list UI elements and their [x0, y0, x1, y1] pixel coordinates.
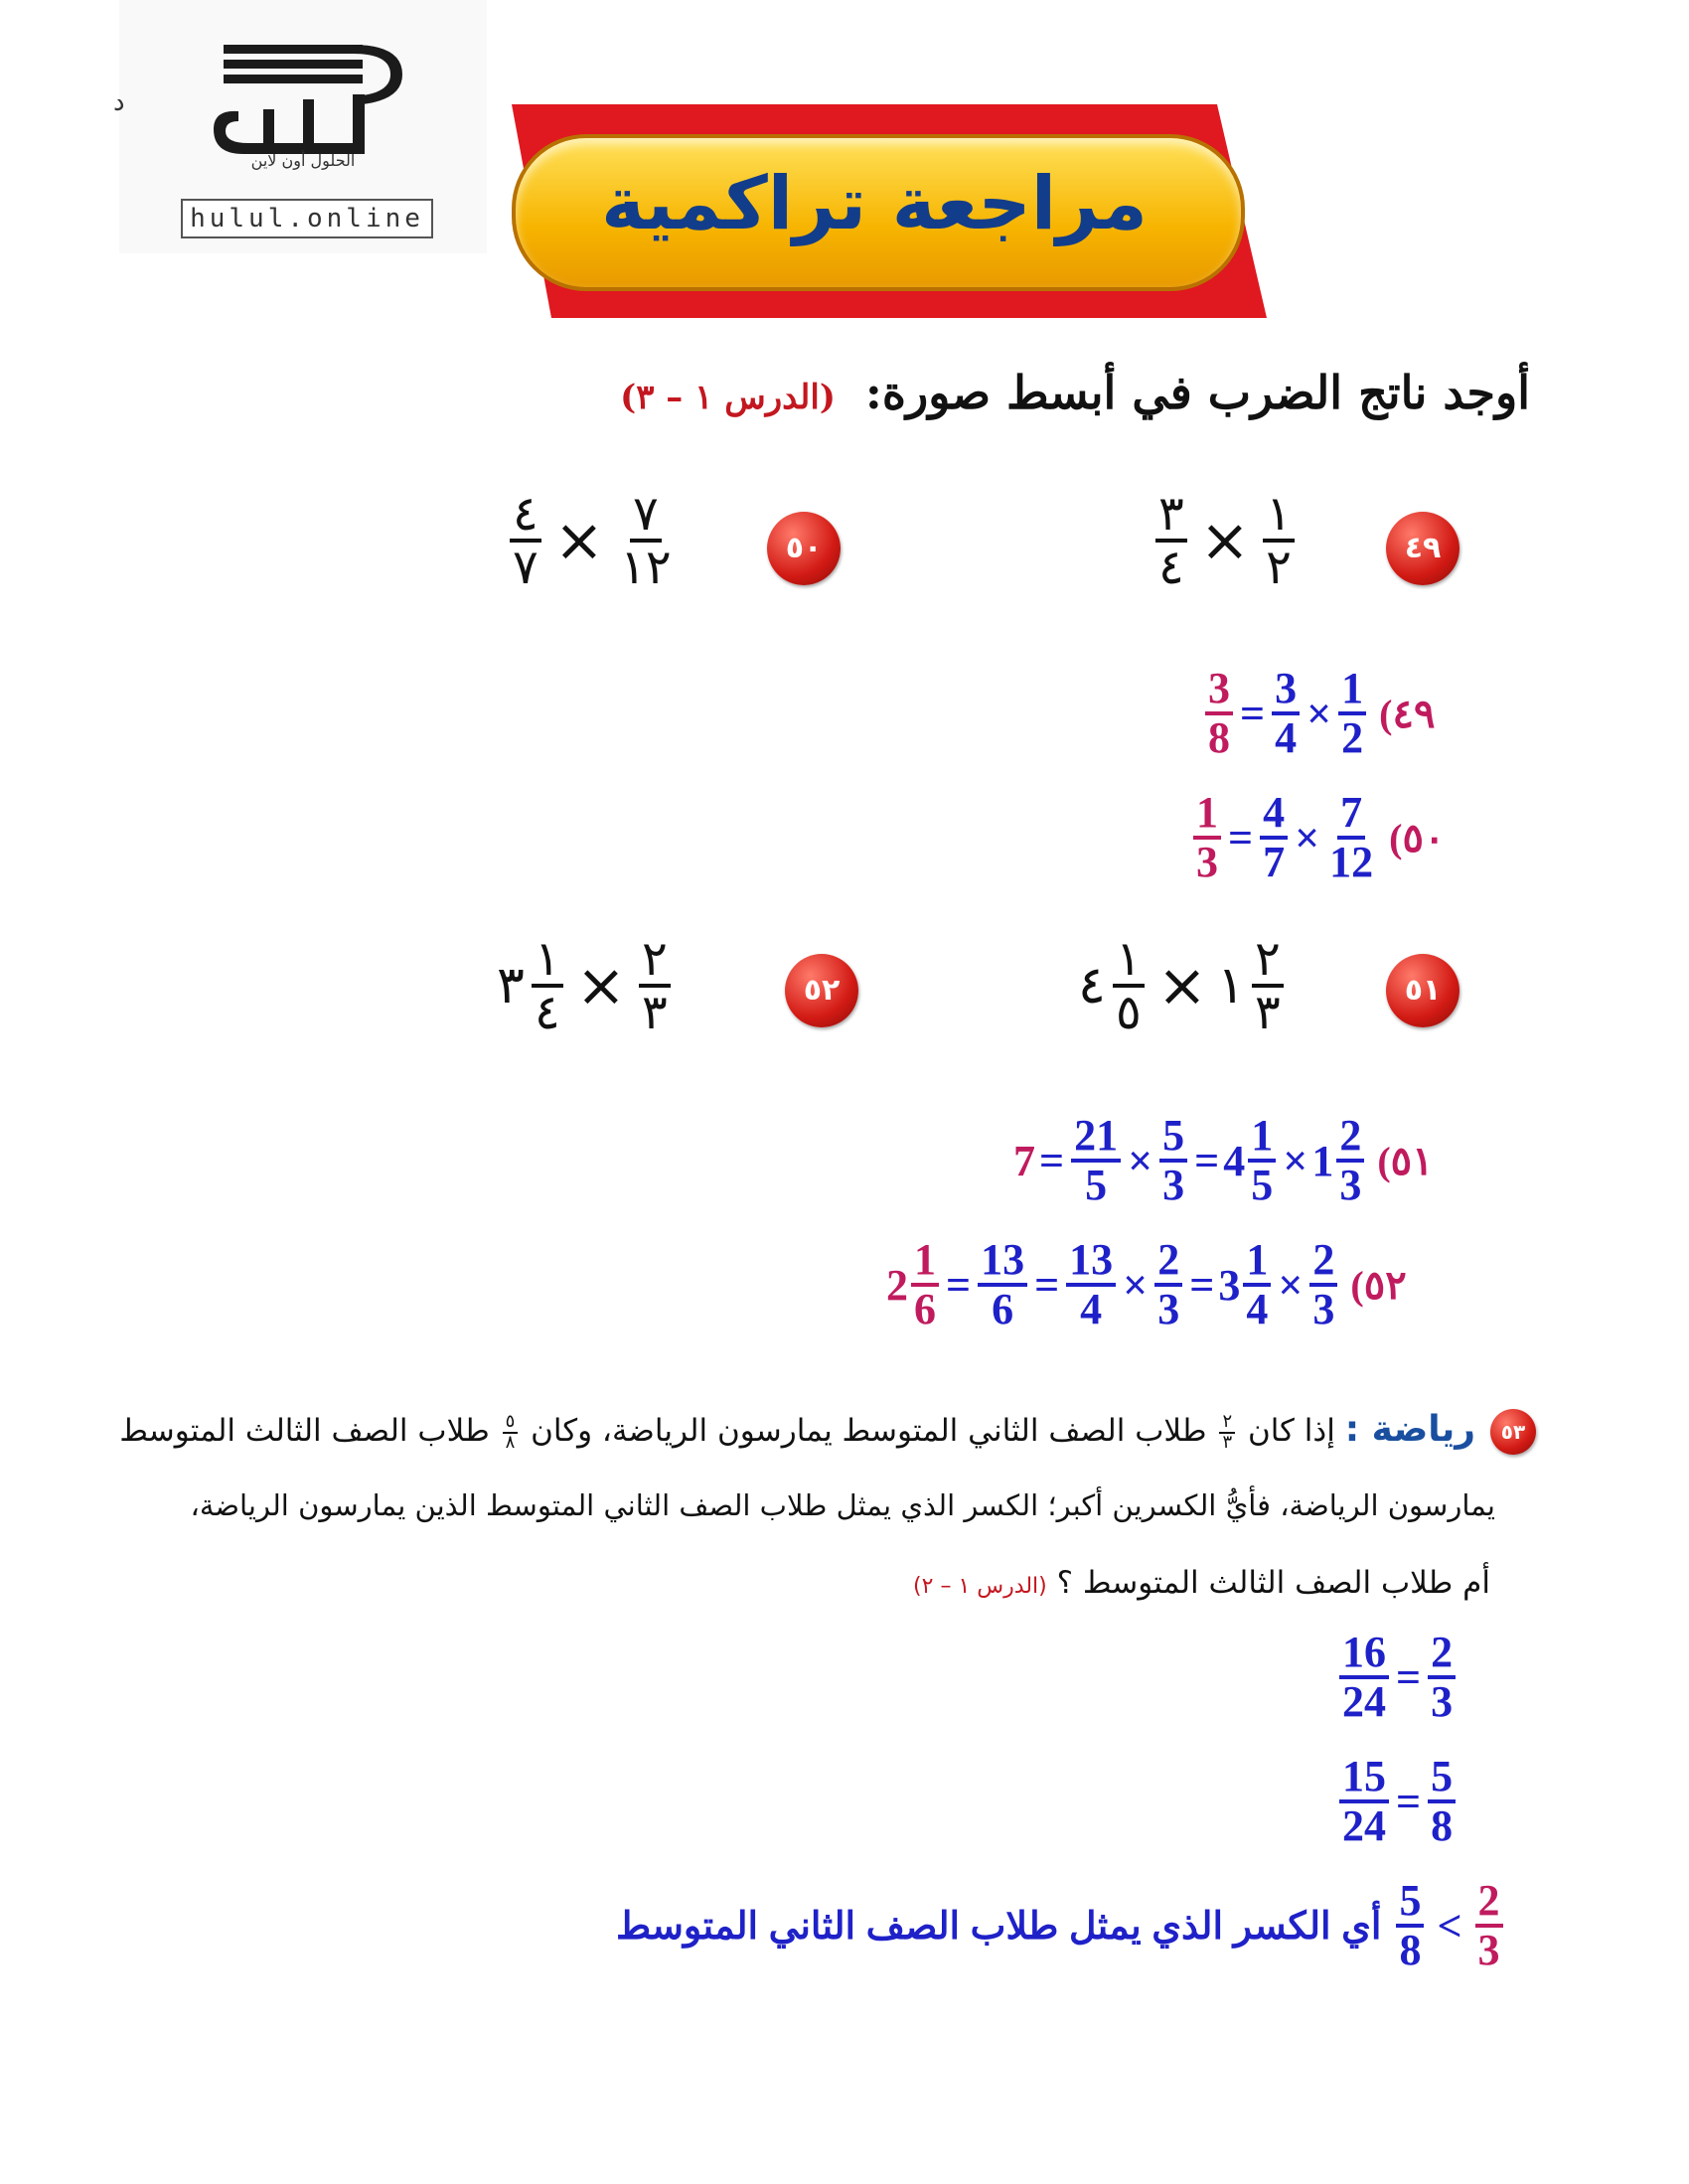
problem-49-expr: $\frac{٣}{٤}$ × $\frac{١}{٢}$ [1152, 489, 1298, 593]
badge-53: ٥٣ [1490, 1409, 1536, 1455]
fraction-b: $\frac{١}{٢}$ [1263, 489, 1295, 593]
q53-line-3: أم طلاب الصف الثالث المتوسط ؟ (الدرس ١ – ٢) [913, 1565, 1490, 1601]
q53-line-2: يمارسون الرياضة، فأيُّ الكسرين أكبر؛ الكسر الذي يمثل طلاب الصف الثاني المتوسط الذين يمارسون الرياضة، [190, 1488, 1495, 1522]
problem-52-expr: ٣ $\frac{١}{٤}$ × $\frac{٢}{٣}$ [497, 934, 674, 1038]
lesson-ref: (الدرس ١ – ٣) [620, 378, 836, 417]
problem-50-expr: $\frac{٤}{٧}$ × $\frac{٧}{١٢}$ [507, 489, 678, 593]
q53-line-1: رياضة : إذا كان $\frac{٢}{٣}$ طلاب الصف الثاني المتوسط يمارسون الرياضة، وكان $\frac{٥}{٨}$ طلاب الصف الثالث المتوسط [119, 1409, 1475, 1453]
instruction-text: أوجد ناتج الضرب في أبسط صورة: [864, 366, 1530, 419]
solution-50: $\frac{1}{3}$ = $\frac{4}{7}$ × $\frac{7}{12}$ (٥٠ [1190, 790, 1445, 885]
logo-caption: الحلول أون لاين [250, 151, 356, 170]
instruction [620, 366, 1530, 419]
problem-51-expr: ٤ $\frac{١}{٥}$ × ١ $\frac{٢}{٣}$ [1078, 934, 1287, 1038]
solution-49: $\frac{3}{8}$ = $\frac{3}{4}$ × $\frac{1}{2}$ (٤٩ [1202, 666, 1435, 761]
badge-49: ٤٩ [1386, 512, 1459, 585]
fraction-a: $\frac{٣}{٤}$ [1155, 489, 1187, 593]
answer-53-eq1: $\frac{16}{24}$ = $\frac{2}{3}$ [1336, 1630, 1459, 1725]
conclusion-text: أي الكسر الذي يمثل طلاب الصف الثاني المتوسط [616, 1905, 1382, 1948]
fraction-a: $\frac{٤}{٧}$ [510, 489, 541, 593]
fraction-b: $\frac{٧}{١٢}$ [620, 486, 672, 596]
solution-51: 7 = $\frac{21}{5}$ × $\frac{5}{3}$ = 4 $\frac{1}{5}$ × 1 $\frac{2}{3}$ (٥١ [1013, 1111, 1434, 1210]
result: $\frac{1}{3}$ [1193, 790, 1221, 885]
badge-51: ٥١ [1386, 954, 1459, 1027]
badge-50: ٥٠ [767, 512, 841, 585]
badge-52: ٥٢ [785, 954, 858, 1027]
result: $\frac{3}{8}$ [1205, 666, 1233, 761]
logo-url[interactable]: hulul.online [181, 199, 433, 238]
answer-53-eq2: $\frac{15}{24}$ = $\frac{5}{8}$ [1336, 1754, 1459, 1849]
page-title: مراجعة تراكمية [601, 161, 1148, 246]
side-mark: د [113, 87, 125, 117]
solution-52: 2 $\frac{1}{6}$ = $\frac{13}{6}$ = $\frac{13}{4}$ × $\frac{2}{3}$ = 3 $\frac{1}{4}$ × $\frac{2}{3}$ (٥٢ [886, 1235, 1407, 1334]
answer-53-conclusion: أي الكسر الذي يمثل طلاب الصف الثاني المتوسط $\frac{5}{8}$ < $\frac{2}{3}$ [616, 1878, 1506, 1973]
